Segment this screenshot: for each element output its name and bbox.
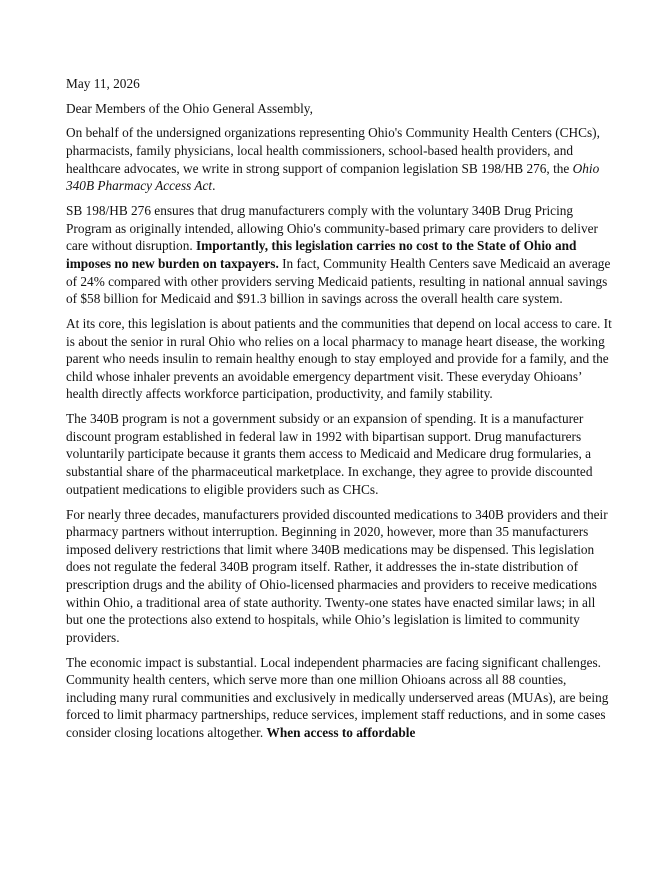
act-name: Ohio 340B Pharmacy Access Act (66, 160, 600, 194)
paragraph-economic-text: The economic impact is substantial. Local independent pharmacies are facing significant challenges. Community health centers, which serve more than one million Ohioans across all 88 counties, including many rural communities and exclusively in medically underserved areas (MUAs), are being forced to limit pharmacy partnerships, reduce services, implement staff reductions, and in some cases consider closing locations altogether. (66, 654, 609, 740)
paragraph-history: For nearly three decades, manufacturers provided discounted medications to 340B providers and their pharmacy partners without interruption. Beginning in 2020, however, more than 35 manufacturers imposed delivery restrictions that limit where 340B medications may be dispensed. This legislation does not regulate the federal 340B program itself. Rather, it addresses the in-state distribution of prescription drugs and the ability of Ohio-licensed pharmacies and providers to receive medications within Ohio, a traditional area of state authority. Twenty-one states have enacted similar laws; in all but one the protections also extend to hospitals, while Ohio’s legislation is limited to community providers. (66, 506, 608, 645)
paragraph-economic (66, 654, 612, 742)
paragraph-intro-text: On behalf of the undersigned organizations representing Ohio's Community Health Centers (CHCs), pharmacists, family physicians, local health commissioners, school-based health providers, and healthcare advocates, we write in strong support of companion legislation SB 198/HB 276, the (66, 125, 600, 176)
paragraph-cost-text-a: SB 198/HB 276 ensures that drug manufacturers comply with the voluntary 340B Drug Pricing Program as originally intended, allowing Ohio's community-based primary care providers to deliver care without disruption. (66, 203, 598, 254)
paragraph-economic-emphasis: When access to affordable (266, 724, 416, 740)
paragraph-cost-text-b: In fact, Community Health Centers save Medicaid an average of 24% compared with other providers serving Medicaid patients, resulting in national annual savings of $58 billion for Medicaid and $91.3 billion in savings across the overall health care system. (66, 255, 611, 307)
letter-salutation: Dear Members of the Ohio General Assembly, (66, 100, 313, 116)
paragraph-cost-emphasis: Importantly, this legislation carries no cost to the State of Ohio and imposes no new burden on taxpayers. (66, 238, 577, 271)
paragraph-patients: At its core, this legislation is about patients and the communities that depend on local access to care. It is about the senior in rural Ohio who relies on a local pharmacy to manage heart disease, the working parent who needs insulin to remain healthy enough to stay employed and provide for a family, and the child whose inhaler prevents an avoidable emergency department visit. These everyday Ohioans’ health directly affects workforce participation, productivity, and family stability. (66, 316, 612, 402)
paragraph-program: The 340B program is not a government subsidy or an expansion of spending. It is a manufacturer discount program established in federal law in 1992 with bipartisan support. Drug manufacturers voluntarily participate because it grants them access to Medicaid and Medicare drug formularies, a substantial share of the pharmaceutical marketplace. In exchange, they agree to provide discounted outpatient medications to eligible providers such as CHCs. (66, 411, 593, 497)
paragraph-intro (66, 124, 612, 194)
letter-page (66, 75, 612, 749)
letter-date: May 11, 2026 (66, 76, 140, 91)
paragraph-intro-end: . (212, 178, 216, 194)
paragraph-cost (66, 202, 612, 308)
